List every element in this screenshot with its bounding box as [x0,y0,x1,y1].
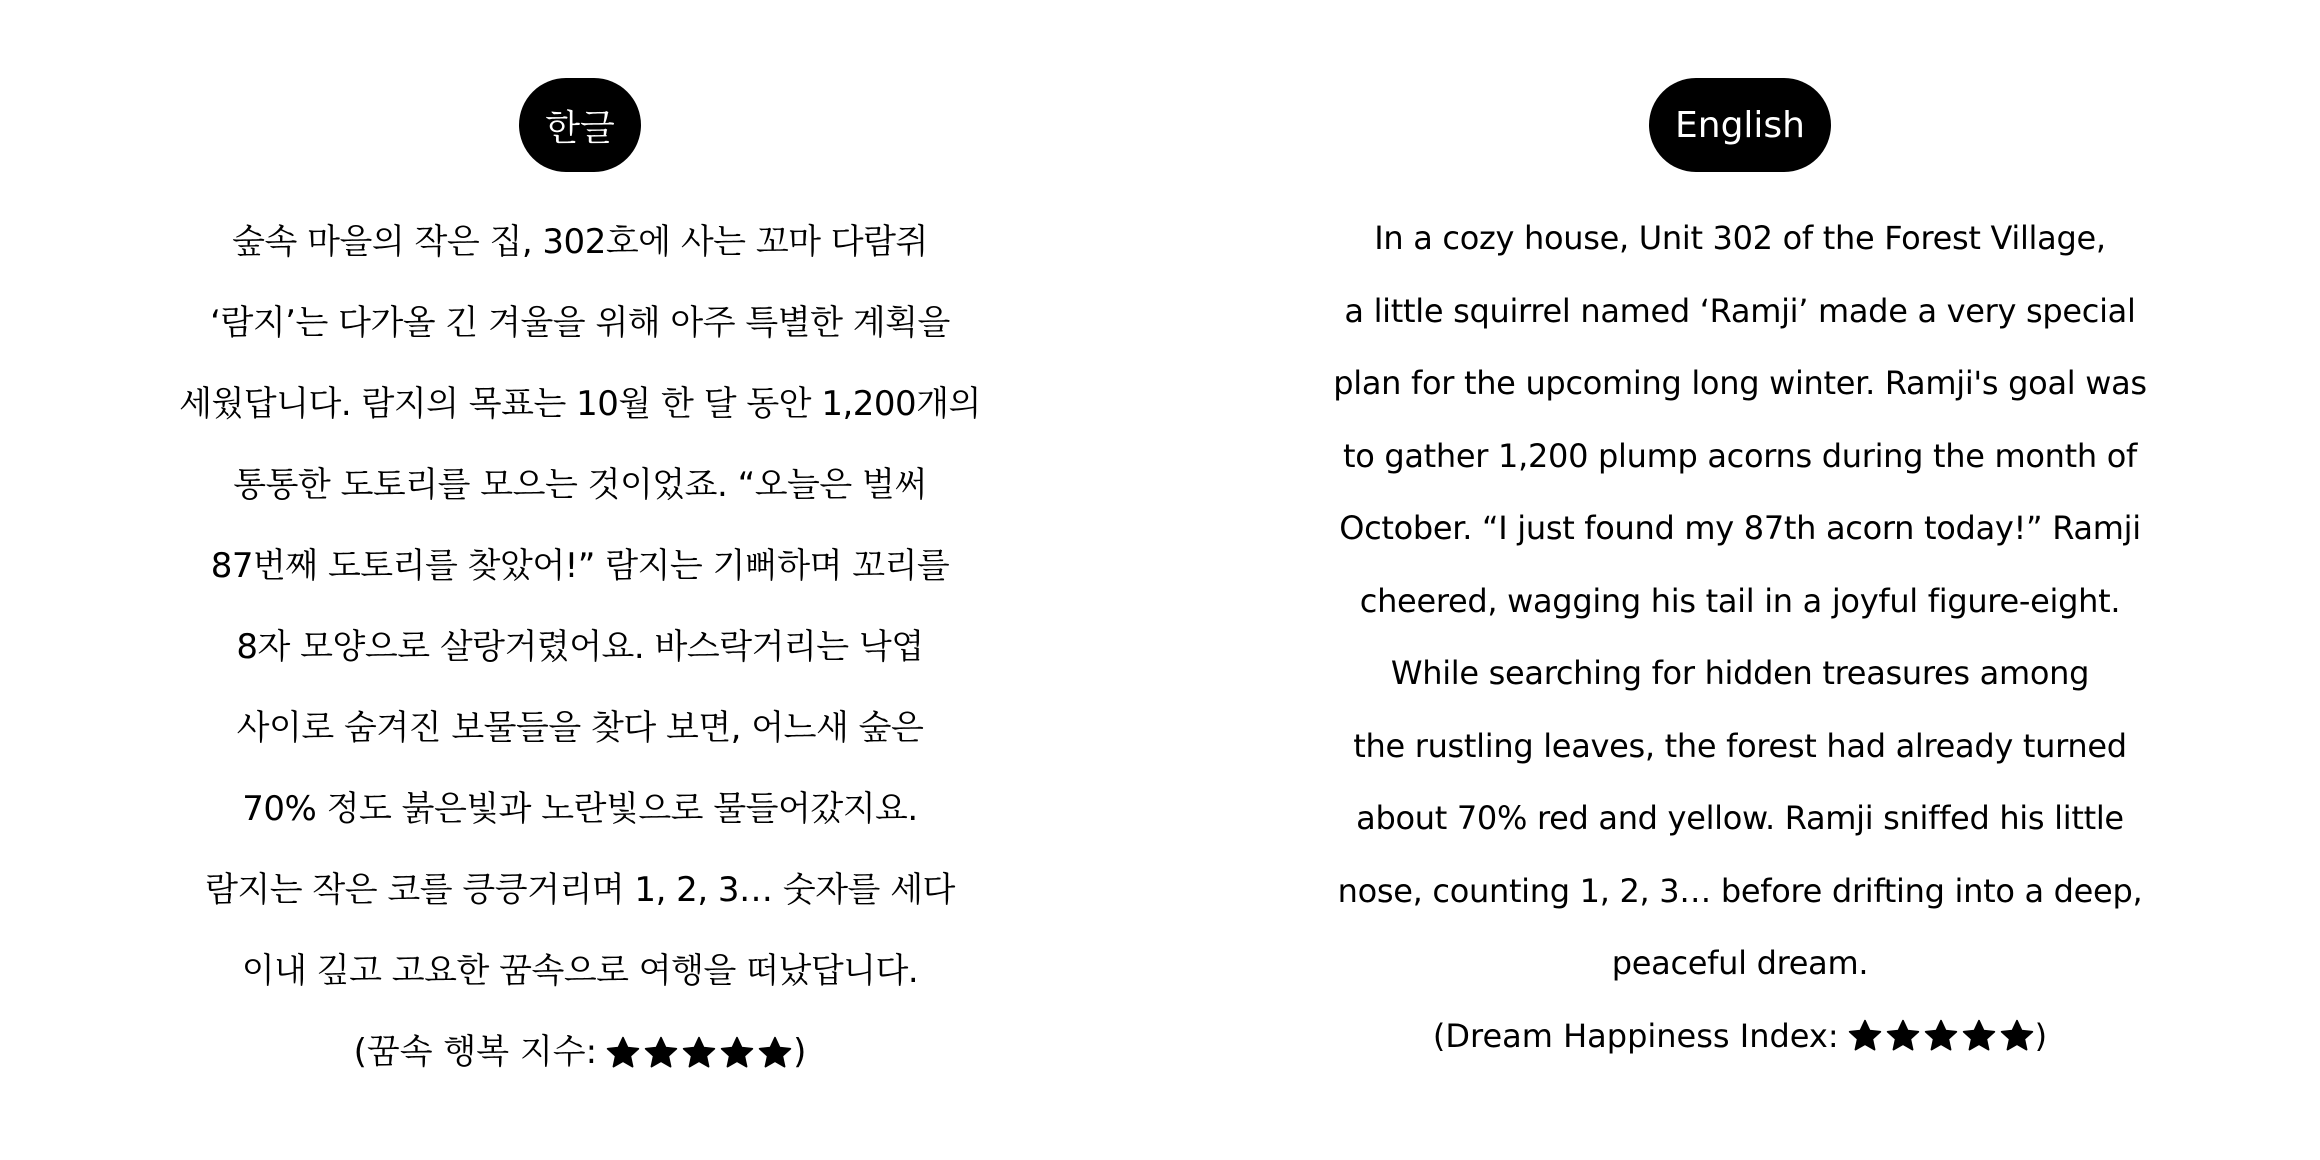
english-story-line: peaceful dream. [1611,944,1869,982]
english-story-line: the rustling leaves, the forest had already turned [1353,726,2127,765]
star-icon [1885,1018,1921,1054]
korean-story-line: 통통한 도토리를 모으는 것이었죠. “오늘은 벌써 [233,465,927,505]
english-dream-rating [1433,1000,2047,1073]
korean-story-line: 람지는 작은 코를 킁킁거리며 1, 2, 3… 숫자를 세다 [205,870,955,910]
star-icon [757,1035,793,1071]
english-story-line: to gather 1,200 plump acorns during the month of [1342,436,2138,475]
korean-story-line: 이내 깊고 고요한 꿈속으로 여행을 떠났답니다. [241,951,919,991]
star-icon [1961,1018,1997,1054]
english-story-line: a little squirrel named ‘Ramji’ made a very special [1344,291,2136,330]
english-story-line: cheered, wagging his tail in a joyful figure-eight. [1359,581,2121,620]
star-icon [1847,1018,1883,1054]
korean-rating-close: ) [793,1032,807,1072]
korean-story-line: 70% 정도 붉은빛과 노란빛으로 물들어갔지요. [242,789,918,829]
english-story-line: plan for the upcoming long winter. Ramji's goal was [1333,364,2147,402]
english-story-line: While searching for hidden treasures among [1390,654,2090,692]
korean-language-badge: 한글 [519,78,641,172]
korean-column [30,0,1130,1160]
korean-story-line: 세웠답니다. 람지의 목표는 10월 한 달 동안 1,200개의 [179,384,981,424]
korean-story-line: 사이로 숨겨진 보물들을 찾다 보면, 어느새 숲은 [236,708,924,748]
english-story-text [1333,202,2147,1072]
star-icon [719,1035,755,1071]
english-rating-close: ) [2034,1016,2048,1055]
star-icon [681,1035,717,1071]
english-story-line: In a cozy house, Unit 302 of the Forest Village, [1374,219,2106,257]
korean-dream-rating [354,1012,807,1093]
star-icon [643,1035,679,1071]
star-icon [1923,1018,1959,1054]
star-icon [605,1035,641,1071]
english-column [1190,0,2290,1160]
english-rating-label: (Dream Happiness Index: [1432,1016,1839,1055]
korean-rating-label: (꿈속 행복 지수: [353,1032,598,1072]
english-story-line: nose, counting 1, 2, 3… before drifting into a deep, [1337,871,2143,910]
korean-story-line: 87번째 도토리를 찾았어!” 람지는 기뻐하며 꼬리를 [210,546,950,586]
korean-story-line: 8자 모양으로 살랑거렸어요. 바스락거리는 낙엽 [236,627,924,667]
korean-story-line: ‘람지’는 다가올 긴 겨울을 위해 아주 특별한 계획을 [210,303,950,343]
english-rating-stars [1847,1018,2035,1054]
star-icon [1999,1018,2035,1054]
english-story-line: about 70% red and yellow. Ramji sniffed his little [1356,799,2124,837]
korean-story-line: 숲속 마을의 작은 집, 302호에 사는 꼬마 다람쥐 [232,222,928,262]
korean-story-text [179,202,981,1093]
english-story-line: October. “I just found my 87th acorn today!” Ramji [1339,509,2141,547]
korean-rating-stars [605,1035,793,1071]
english-language-badge: English [1649,78,1831,172]
